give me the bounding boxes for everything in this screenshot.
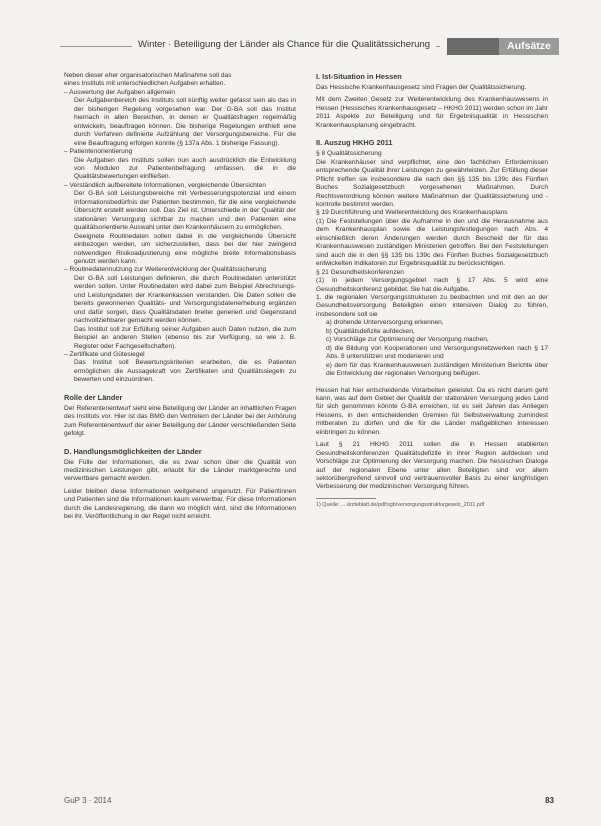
paragraph: Die Fülle der Informationen, die es zwar schon über die Qualität von medizinischen Leistungen gibt, erlaubt für die Länder marktgerechte und verwertbare gemacht werden. [64,458,296,483]
header-dark-bar [447,38,499,55]
paragraph: Mit dem Zweiten Gesetz zur Weiterentwicklung des Krankenhauswesens in Hessen (Hessisches Krankenhausgesetz – HKHG 2011) werden schon im Jahr 2011 Aspekte zur Beteiligung und für Ergebnisqualität in Hessischen Krankenhausplanung eingebracht. [316,96,548,129]
sub-item: b) Qualitätsdefizite aufdecken, [326,327,415,335]
page-footer [64,796,554,808]
paragraph: Die Krankenhäuser sind verpflichtet, eine den fachlichen Erfordernissen entsprechende Qualität ihrer Leistungen zu gewährleisten. Zur Erfüllung dieser Pflicht treffen sie insbesondere die nach den §§ 135 bis 139c des Fünften Buches Sozialgesetzbuch vorgesehenen Maßnahmen. Durch Rechtsverordnung können weitere Maßnahmen der Qualitätssicherung und -kontrolle bestimmt werden. [316,158,548,208]
intro-line: Neben dieser eher organisatorischen Maßnahme soll das [64,72,232,79]
running-header [0,38,601,56]
footnote-rule [316,498,376,499]
list-item: – Routinedatennutzung zur Weiterentwicklung der Qualitätssicherung [64,266,267,274]
law-section-title: § 8 Qualitätssicherung [316,150,382,158]
paragraph: Das Institut soll zur Erfüllung seiner Aufgaben auch Daten nutzen, die zum Beispiel an anderen Stellen (ebenso bis zur Verfügung, so wie z. B. Register oder Fachgesellschaften). [74,325,296,350]
list-item: – Auswertung der Aufgaben allgemein [64,88,176,96]
list-item: – Verständlich aufbereitete Informationen, vergleichende Übersichten [64,181,266,189]
left-column [64,72,296,522]
paragraph: Der G-BA soll Leistungsbereiche mit Verbesserungspotenzial und einem Informationsbedürfnis der Patienten bestimmen, für die eine vergleichende Übersicht erstellt werden soll. Das Ziel ist, Unterschiede in der Qualität der stationären Versorgung sichtbar zu machen und den Patienten eine qualitätsorientierte Auswahl unter den Krankenhäusern zu ermöglichen. [74,190,296,232]
intro-line: eines Instituts mit unterschiedlichen Aufgaben erhalten. [64,80,226,88]
law-section-title: § 19 Durchführung und Weiterentwicklung des Krankenhausplans [316,209,508,217]
paragraph: Die Aufgaben des Instituts sollen nun auch ausdrücklich die Entwicklung von Modulen zur Patientenbefragung umfassen, die in die Qualitätsbewertungen einfließen. [74,156,296,181]
page-number: 83 [545,796,554,805]
sub-item: a) drohende Unterversorgung erkennen, [326,319,444,327]
paragraph: Hessen hat hier entscheidende Vorarbeiten geleistet. Da es nicht darum geht kann, was auf dem Gebiet der Qualität der stationären Versorgung jedes Land für sich genommen könnte G-BA erreichen, ist es seit Jahren das Anliegen Hessens, in den entscheidenden Gremien für Selbstverwaltung zumindest mitberaten zu dürfen und die für die Länder maßgeblichen Interessen einbringen zu können. [316,386,548,436]
right-column [316,72,548,509]
paragraph: Der Aufgabenbereich des Instituts soll künftig weiter gefasst sein als das in der bisherigen Regelung vorgesehen war. Der G-BA soll das Institut hiernach in allen Bereichen, in denen er Qualitätsfragen regelmäßig entwickeln, beauftragen können. Die bisherige Regelungen enthielt eine durch Verfahren definierte Aufzählung der Versorgungsbereiche. Für die eine Beauftragung erfolgen konnte (§ 137a Abs. 1 bisherige Fassung). [74,97,296,147]
list-item: – Zertifikate und Gütesiegel [64,350,145,358]
footnote: 1) Quelle: ... ärzteblatt.de/pdf/sgb/versorgungsstrukturgesetz_2011.pdf [316,501,485,508]
sub-item: c) Vorschläge zur Optimierung der Versorgung machen, [326,336,489,344]
law-section-title: § 21 Gesundheitskonferenzen [316,268,404,276]
paragraph: Das Hessische Krankenhausgesetz sind Fragen der Qualitätssicherung. [316,84,527,91]
paragraph: (1) Die Feststellungen über die Aufnahme in den und die Herausnahme aus dem Krankenhausplan sowie die Leistungsfestlegungen nach Abs. 4 einschließlich deren Änderungen werden durch Bescheid der für das Krankenhauswesen zuständigen Ministerien getroffen. Bei den Feststellungen sind auch die in den §§ 135 bis 139c des Fünften Buches Sozialgesetzbuch entwickelten Indikatoren zur Ergebnisqualität zu berücksichtigen. [316,217,548,268]
paragraph: Leider bleiben diese Informationen weitgehend ungenutzt. Für Patientinnen und Patienten sind die Informationen kaum verwertbar. Für diese Informationen durch die Landesregierung, die dann wo möglich wird, sind die Informationen bei ihr. Veröffentlichung in der Regel nicht erreicht. [64,487,296,521]
paragraph: 1. die regionalen Versorgungsstrukturen zu beobachten und mit den an der Gesundheitsversorgung Beteiligten einen intensiven Dialog zu führen, insbesondere soll sie [316,293,548,318]
running-title: Winter · Beteiligung der Länder als Chance für die Qualitätssicherung [132,39,436,50]
section-tag: Aufsätze [499,38,559,55]
paragraph: Der G-BA soll Leistungen definieren, die durch Routinedaten unterstützt werden sollen. Unter Routinedaten wird dabei zum Beispiel Abrechnungs- und Leistungsdaten der Krankenkassen verstanden. Die Daten sollen die bereits gewonnenen Qualitäts- und Versorgungsdatenerhebung ergänzen und dafür sorgen, dass Qualitätsdaten breiter generiert und Gegenstand nachvollziehbarer gemacht werden können. [74,274,296,325]
section-heading: Rolle der Länder [64,392,123,402]
list-item: – Patientenorientierung [64,148,133,156]
journal-issue: GuP 3 · 2014 [64,796,112,805]
paragraph: Der Referentenentwurf sieht eine Beteiligung der Länder an inhaltlichen Fragen des Instituts vor. Hier ist das BMG den Vertretern der Länder bei der Anhörung zum Referentenentwurf der einer Beteiligung der Länder verschließenden Seite gefolgt. [64,404,296,438]
section-heading: II. Auszug HKHG 2011 [316,138,393,148]
section-heading: D. Handlungsmöglichkeiten der Länder [64,446,202,456]
paragraph: Das Institut soll Bewertungskriterien erarbeiten, die es Patienten ermöglichen die Aussagekraft von Zertifikaten und Qualitätssiegeln zu bewerten und einzuordnen. [74,359,296,384]
paragraph: Laut § 21 HKHG 2011 sollen die in Hessen etablierten Gesundheitskonferenzen Qualitätsdefizite in ihrer Region aufdecken und Vorschläge zur Optimierung der Versorgung machen. Die hessischen Dialoge auf der regionalen Ebene unter allen Beteiligten sind vor allem sektorübergreifend sinnvoll und vertrauensvoller Basis zu einer langfristigen Verbesserung der medizinischen Versorgung führen. [316,441,548,491]
sub-item: e) dem für das Krankenhauswesen zuständigen Ministerium Berichte über die Entwicklung der regionalen Versorgung beifügen. [326,361,548,378]
paragraph: Geeignete Routinedaten sollen dabei in die vergleichende Übersicht einbezogen werden, um sicherzustellen, dass bei der hier zwingend notwendigen Risikoadjustierung eine mögliche breite Informationsbasis genutzt werden kann. [74,232,296,265]
paragraph: (1) In jedem Versorgungsgebiet nach § 17 Abs. 5 wird eine Gesundheitskonferenz gebildet. Sie hat die Aufgabe, [316,277,548,293]
section-heading: I. Ist-Situation in Hessen [316,72,402,81]
sub-item: d) die Bildung von Kooperationen und Versorgungsnetzwerken nach § 17 Abs. 8 unterstützen und moderieren und [326,344,548,361]
